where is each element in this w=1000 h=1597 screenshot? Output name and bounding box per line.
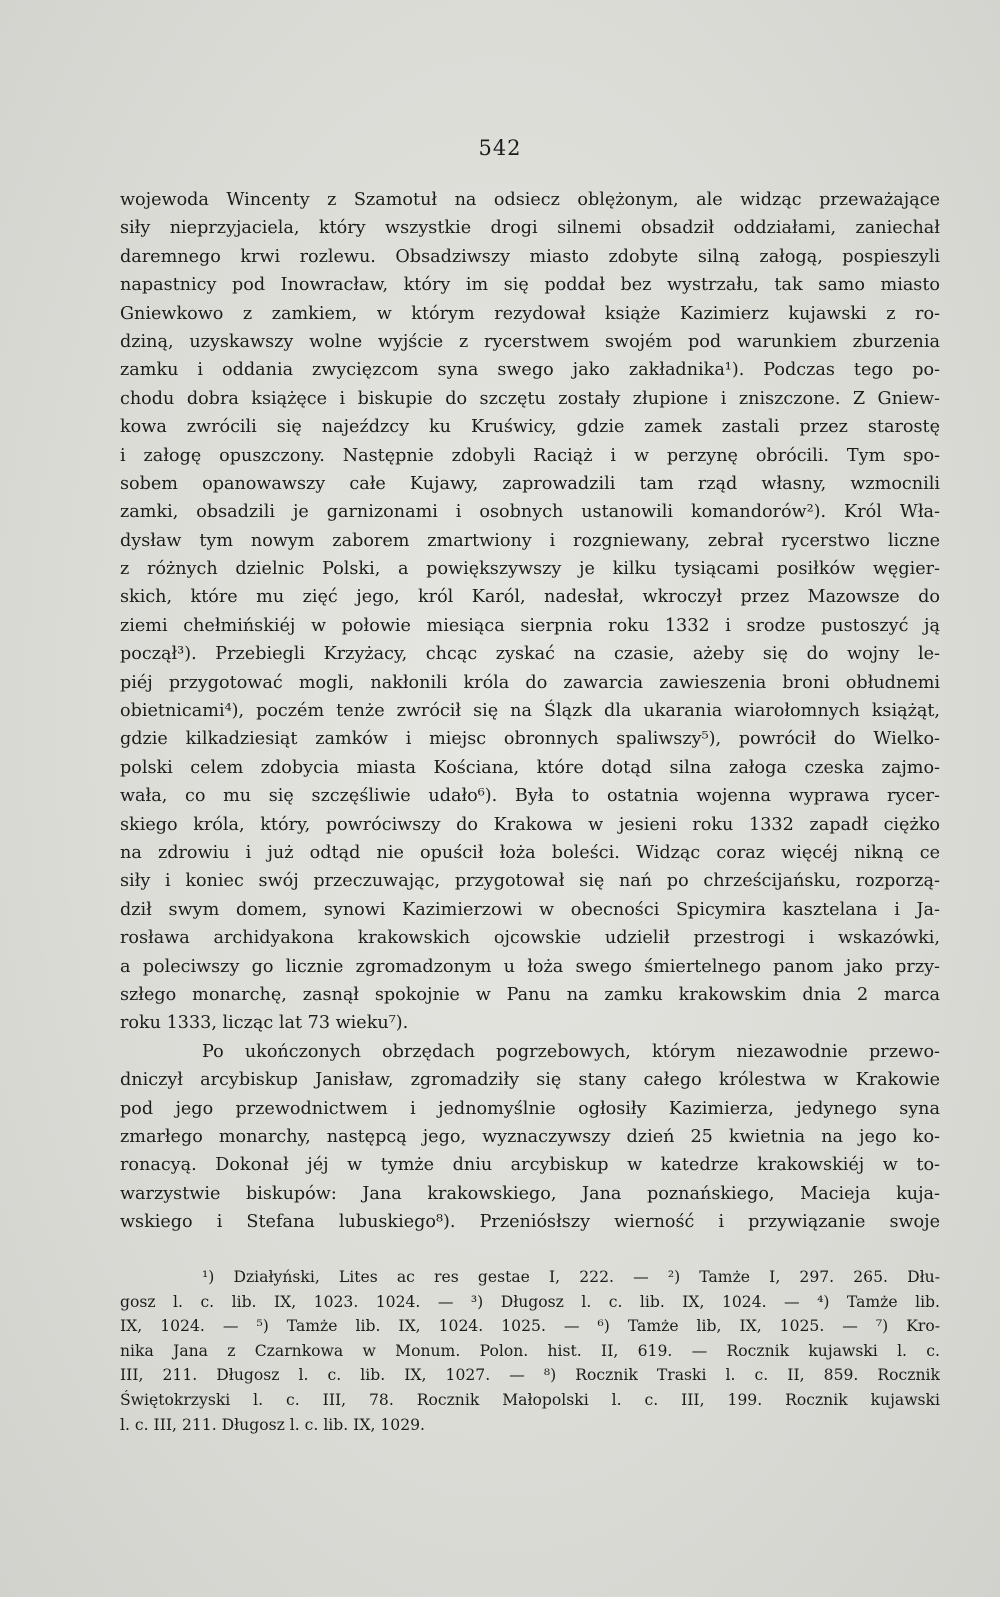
text-line: dził swym domem, synowi Kazimierzowi w obecności Spicymira kasztelana i Ja- bbox=[120, 899, 940, 920]
text-line: zamku i oddania zwycięzcom syna swego jako zakładnika¹). Podczas tego po- bbox=[120, 360, 940, 381]
text-line: chodu dobra książęce i biskupie do szczętu zostały złupione i zniszczone. Z Gniew- bbox=[120, 388, 940, 409]
footnotes bbox=[120, 1265, 940, 1437]
text-line: dziną, uzyskawszy wolne wyjście z rycerstwem swojém pod warunkiem zburzenia bbox=[120, 331, 940, 352]
footnote-line: IX, 1024. — ⁵) Tamże lib. IX, 1024. 1025. — ⁶) Tamże lib, IX, 1025. — ⁷) Kro- bbox=[120, 1317, 940, 1336]
text-line: polski celem zdobycia miasta Kościana, które dotąd silna załoga czeska zajmo- bbox=[120, 757, 940, 778]
text-line: zmarłego monarchy, następcą jego, wyznaczywszy dzień 25 kwietnia na jego ko- bbox=[120, 1126, 940, 1147]
footnote-line: gosz l. c. lib. IX, 1023. 1024. — ³) Długosz l. c. lib. IX, 1024. — ⁴) Tamże lib. bbox=[120, 1292, 940, 1311]
text-line: szłego monarchę, zasnął spokojnie w Panu na zamku krakowskim dnia 2 marca bbox=[120, 984, 940, 1005]
text-line: pod jego przewodnictwem i jednomyślnie ogłosiły Kazimierza, jedynego syna bbox=[120, 1098, 940, 1119]
text-line: skich, które mu zięć jego, król Karól, nadesłał, wkroczył przez Mazowsze do bbox=[120, 587, 940, 608]
footnote-line: ¹) Działyński, Lites ac res gestae I, 222. — ²) Tamże I, 297. 265. Dłu- bbox=[202, 1268, 940, 1286]
text-line: obietnicami⁴), poczém tenże zwrócił się na Ślązk dla ukarania wiarołomnych książąt, bbox=[120, 701, 940, 722]
text-line: dysław tym nowym zaborem zmartwiony i rozgniewany, zebrał rycerstwo liczne bbox=[120, 530, 940, 551]
text-line: warzystwie biskupów: Jana krakowskiego, Jana poznańskiego, Macieja kuja- bbox=[120, 1183, 940, 1204]
text-line: daremnego krwi rozlewu. Obsadziwszy miasto zdobyte silną załogą, pospieszyli bbox=[120, 246, 940, 267]
text-line: Po ukończonych obrzędach pogrzebowych, którym niezawodnie przewo- bbox=[202, 1041, 940, 1062]
text-line: a poleciwszy go licznie zgromadzonym u łoża swego śmiertelnego panom jako przy- bbox=[120, 956, 940, 977]
text-line: skiego króla, który, powróciwszy do Krakowa w jesieni roku 1332 zapadł ciężko bbox=[120, 814, 940, 835]
text-line: siły nieprzyjaciela, który wszystkie drogi silnemi obsadził oddziałami, zaniechał bbox=[120, 218, 940, 239]
text-line: zamki, obsadzili je garnizonami i osobnych ustanowili komandorów²). Król Wła- bbox=[120, 502, 940, 523]
text-line: wskiego i Stefana lubuskiego⁸). Przeniósłszy wierność i przywiązanie swoje bbox=[120, 1212, 940, 1233]
text-line: ziemi chełmińskiéj w połowie miesiąca sierpnia roku 1332 i srodze pustoszyć ją bbox=[120, 615, 940, 636]
text-line: gdzie kilkadziesiąt zamków i miejsc obronnych spaliwszy⁵), powrócił do Wielko- bbox=[120, 729, 940, 750]
text-line: rosława archidyakona krakowskich ojcowskie udzielił przestrogi i wskazówki, bbox=[120, 928, 940, 949]
text-line: napastnicy pod Inowracław, który im się poddał bez wystrzału, tak samo miasto bbox=[120, 275, 940, 296]
text-line: sobem opanowawszy całe Kujawy, zaprowadzili tam rząd własny, wzmocnili bbox=[120, 473, 940, 494]
footnote-line: Świętokrzyski l. c. III, 78. Rocznik Małopolski l. c. III, 199. Rocznik kujawski bbox=[120, 1390, 940, 1409]
footnote-line: III, 211. Długosz l. c. lib. IX, 1027. — ⁸) Rocznik Traski l. c. II, 859. Rocznik bbox=[120, 1366, 940, 1385]
text-line: i załogę opuszczony. Następnie zdobyli Raciąż i w perzynę obrócili. Tym spo- bbox=[120, 445, 940, 466]
text-line: wała, co mu się szczęśliwie udało⁶). Była to ostatnia wojenna wyprawa rycer- bbox=[120, 786, 940, 807]
text-line: Gniewkowo z zamkiem, w którym rezydował książe Kazimierz kujawski z ro- bbox=[120, 303, 940, 324]
text-line: roku 1333, licząc lat 73 wieku⁷). bbox=[120, 1013, 409, 1034]
main-text bbox=[120, 186, 940, 1236]
text-line: piéj przygotować mogli, nakłonili króla do zawarcia zawieszenia broni obłudnemi bbox=[120, 672, 940, 693]
page-number: 542 bbox=[478, 136, 522, 160]
footnote-line: nika Jana z Czarnkowa w Monum. Polon. hist. II, 619. — Rocznik kujawski l. c. bbox=[120, 1341, 940, 1360]
text-line: ronacyą. Dokonał jéj w tymże dniu arcybiskup w katedrze krakowskiéj w to- bbox=[120, 1155, 940, 1176]
text-line: wojewoda Wincenty z Szamotuł na odsiecz oblężonym, ale widząc przeważające bbox=[120, 190, 940, 210]
text-line: z różnych dzielnic Polski, a powiększywszy je kilku tysiącami posiłków węgier- bbox=[120, 559, 940, 580]
text-line: na zdrowiu i już odtąd nie opuścił łoża boleści. Widząc coraz więcéj nikną ce bbox=[120, 842, 940, 863]
text-line: siły i koniec swój przeczuwając, przygotował się nań po chrześcijańsku, rozporzą- bbox=[120, 871, 940, 892]
text-line: kowa zwrócili się najeźdzcy ku Kruświcy, gdzie zamek zastali przez starostę bbox=[120, 417, 940, 438]
text-line: począł³). Przebiegli Krzyżacy, chcąc zyskać na czasie, ażeby się do wojny le- bbox=[120, 644, 940, 665]
footnote-line: l. c. III, 211. Długosz l. c. lib. IX, 1029. bbox=[120, 1415, 425, 1434]
text-line: dniczył arcybiskup Janisław, zgromadziły się stany całego królestwa w Krakowie bbox=[120, 1070, 940, 1091]
